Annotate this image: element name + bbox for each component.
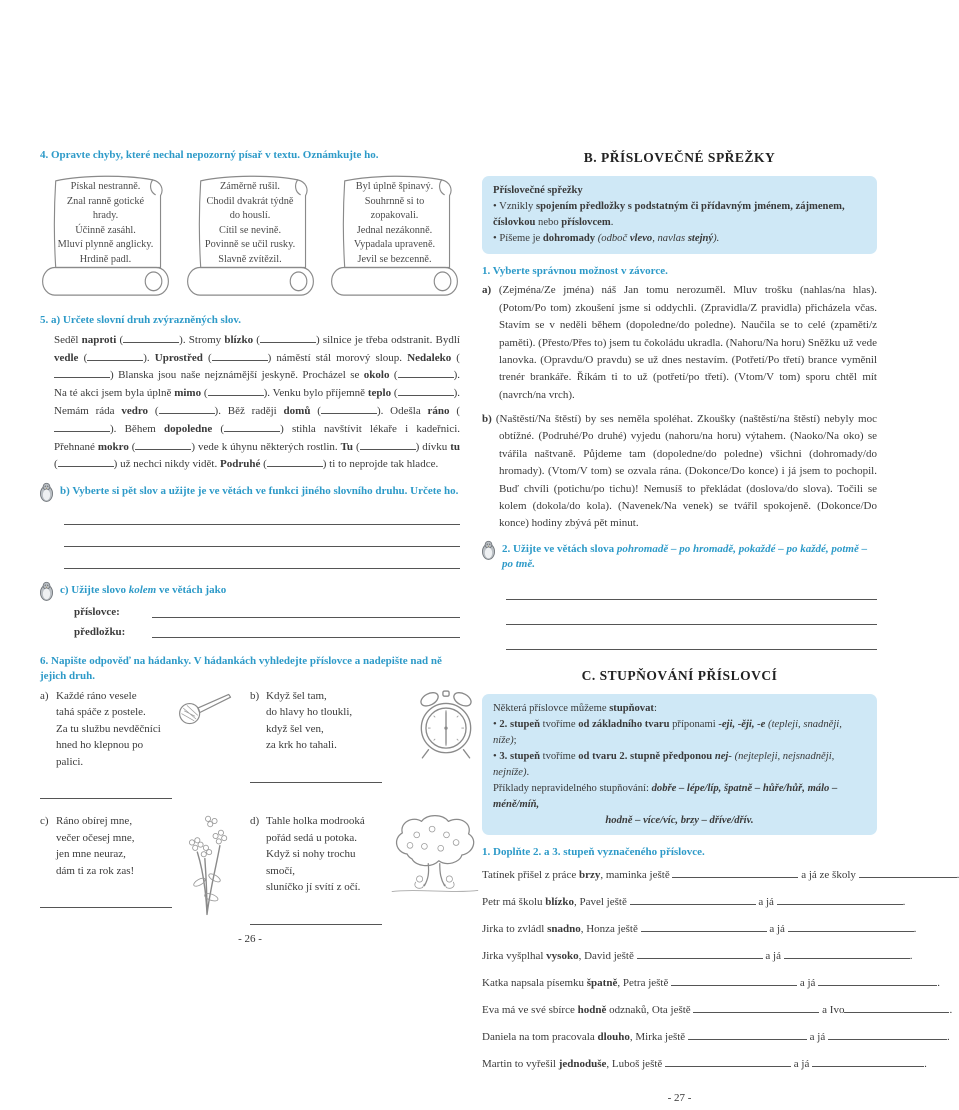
fill-in-row: Katka napsala písemku špatně, Petra ještě a já . (482, 977, 940, 990)
exercise-6 (40, 654, 460, 925)
scroll-line: Pískal nestranně. (70, 181, 141, 193)
riddle-line: za krk ho tahali. (266, 739, 337, 752)
exercise-5c-heading: c) Užijte slovo kolem ve větách jako (60, 584, 227, 597)
scroll-line: Hrdině padl. (79, 254, 132, 266)
exercise-2 (502, 542, 877, 651)
exercise-5a-text: Seděl naproti ( ). Stromy blízko ( ) silnice je třeba odstranit. Bydlí vedle ( ). Uprostřed ( ) náměstí stál morový sloup. Nedaleko () Blanska jsou naše nejznámější jeskyně. Procházel se okolo ( ). Na té akci jsem byla úplně mimo ( ). Venku bylo příjemně teplo ( ). Nemám ráda vedro ( ). Běž raději domů ( ). Odešla ráno (). Během dopoledne ( ) stihla navštívit lékaře i kadeřnici. Přehnané mokro ( ) vede k úhynu některých rostlin. Tu ( ) dívku tu ( ) už nechci nikdy vidět. Podruhé ( ) ti to neprojde tak hladce. (54, 333, 461, 471)
fill-in-row: Martin to vyřešil jednoduše, Luboš ještě a já . (482, 1058, 927, 1070)
preposition-answer-row (74, 622, 460, 638)
writing-line (506, 575, 877, 600)
riddle-line: dám ti za rok zas! (56, 864, 135, 877)
riddle-letter: a) (40, 689, 49, 702)
riddle-line: když šel ven, (266, 722, 324, 735)
writing-line (506, 600, 877, 625)
riddle-letter: c) (40, 815, 49, 828)
scroll-line: Účinně zasáhl. (75, 224, 136, 236)
apple-tree-illustration-icon (386, 813, 482, 897)
tack-illustration-icon (176, 688, 236, 730)
scroll-line: zopakovali. (370, 210, 419, 222)
scroll-line: Jednal nezákonně. (356, 224, 433, 236)
alarm-clock-illustration-icon (410, 688, 482, 762)
riddle-line: Tahle holka modrooká (266, 815, 365, 828)
scrolls-row (40, 171, 460, 303)
adverb-answer-row (74, 602, 460, 618)
riddle-line: Ráno obírej mne, (56, 815, 133, 828)
riddle-line: sluníčko jí svítí z očí. (266, 881, 361, 894)
riddle-grid (40, 688, 460, 925)
penguin-icon (39, 482, 54, 502)
scroll-note-1 (40, 171, 171, 303)
riddle-a (40, 688, 236, 800)
info-box-title: Příslovečné spřežky (493, 185, 583, 196)
riddle-c (40, 813, 236, 925)
riddle-line: Každé ráno vesele (56, 689, 137, 702)
writing-line (64, 503, 460, 525)
scroll-line: Chodil dvakrát týdně (206, 195, 294, 207)
writing-line (152, 622, 460, 638)
fill-in-row: Daniela na tom pracovala dlouho, Mirka ještě a já . (482, 1031, 950, 1044)
fill-in-row: Tatínek přišel z práce brzy, maminka ještě a já ze školy (482, 868, 877, 884)
info-bullet: • 3. stupeň tvoříme od tvaru 2. stupně předponou nej- (nejtepleji, nejsnadněji, nejníže). (493, 751, 835, 778)
writing-line (152, 602, 460, 618)
scroll-note-3 (329, 171, 460, 303)
riddle-line: do hlavy ho tloukli, (266, 706, 353, 719)
riddle-b (250, 688, 482, 800)
flowering-plant-illustration-icon (178, 813, 236, 917)
info-intro: Některá příslovce můžeme stupňovat: (493, 703, 657, 715)
riddle-line: Když si nohy trochu smočí, (266, 848, 356, 877)
fill-in-row: Jirka vyšplhal vysoko, David ještě a já . (482, 950, 913, 963)
page-left (40, 148, 461, 945)
scroll-line: Mluví plynně anglicky. (57, 239, 154, 251)
riddle-letter: b) (250, 689, 260, 702)
riddle-answer-line (250, 904, 382, 925)
scroll-line: Záměrně rušil. (219, 181, 281, 193)
riddle-line: večer očesej mne, (56, 831, 135, 844)
riddle-line: hned ho klepnou po palici. (56, 739, 144, 768)
riddle-answer-line (40, 778, 172, 799)
scroll-line: Souhrnně si to (364, 195, 425, 207)
scroll-line: Vypadala upraveně. (353, 239, 436, 251)
info-bullet: • 2. stupeň tvoříme od základního tvaru příponami -eji, -ěji, -e (tepleji, snadněji, níže); (493, 719, 842, 747)
penguin-icon (481, 540, 496, 560)
info-bullet: • Vznikly spojením předložky s podstatným či přídavným jménem, zájmenem, číslovkou nebo příslovcem. (493, 200, 845, 228)
exercise-1b-text: b) (Naštěstí/Na štěstí) by ses neměla spoléhat. Zkoušky (naštěstí/na štěstí) nebyly moc obtížné. (Podruhé/Po druhé) vyjedu (nahoru/na horu) výtahem. (Naoko/Na oko) se tvářila naštvaně. Půjdeme tam (dopoledne/do poledne) všichni (dohromady/do hromady). (Vtom/V tom) se ozvala rána. (Dokonce/Do konce) i já jsem to pochopil. Buď chvíli (potichu/po tichu)! Nemusíš to překládat (doslova/do slova). Točili se kolem (dokola/do kola). (Navenek/Na venek) se tvářil spokojeně. (Dokonce/Do konce) hodiny zbývá pět minut. (482, 413, 877, 530)
riddle-line: Za tu službu nevděčníci (56, 722, 161, 735)
exercise-4-heading: 4. Opravte chyby, které nechal nepozorný písař v textu. Oznámkujte ho. (40, 149, 379, 161)
scroll-line: Cítil se nevině. (218, 224, 282, 236)
riddle-line: jen mne neuraz, (56, 848, 126, 861)
writing-line (64, 547, 460, 569)
exercise-1-heading: 1. Vyberte správnou možnost v závorce. (482, 264, 668, 277)
exercise-5b (60, 484, 460, 569)
exercise-1a-text: a) (Zejména/Ze jména) náš Jan tomu nerozuměl. Mluv trošku (nahlas/na hlas). (Potom/Po tom) zkoušení jsme si oddychli. (Zpravidla/Z pravidla) přicházela včas. Stavím se v neděli během (dopoledne/do poledne). Naučila se to celé (zpaměti/z paměti). (Přesto/Přes to) jsem tu čokoládu ukradla. (Nahoru/Na horu) Sněžku už vede lanovka. (Opravdu/O pravdu) se už dnes nestavím. (Potřetí/Po třetí) brance vyměnil trenér brankáře. Říkám ti to už (potřetí/po třetí). (Vtom/V tom) sporu chtěl mít (navrch/na vrch). (482, 284, 877, 401)
scroll-line: Byl úplně špinavý. (355, 181, 434, 193)
riddle-letter: d) (250, 815, 260, 828)
preposition-label: předložku: (74, 625, 126, 638)
page-right (482, 148, 953, 1104)
riddle-line: pořád sedá u potoka. (266, 831, 358, 844)
exercise-5a-heading: 5. a) Určete slovní druh zvýrazněných slov. (40, 313, 242, 326)
info-box-sprezky (482, 176, 877, 254)
section-c-title: C. STUPŇOVÁNÍ PŘÍSLOVCÍ (581, 668, 778, 684)
section-b-title: B. PŘÍSLOVEČNÉ SPŘEŽKY (583, 150, 776, 165)
exercise-6-heading: 6. Napište odpověď na hádanky. V hádankách vyhledejte příslovce a nadepište nad ně jejich druh. (40, 654, 442, 682)
info-examples: Příklady nepravidelného stupňování: dobře – lépe/líp, špatně – hůře/hůř, málo – méně/míň, (493, 782, 838, 810)
riddle-line: Když šel tam, (266, 689, 327, 702)
info-bullet: • Píšeme je dohromady (odboč vlevo, navlas stejný). (493, 232, 720, 244)
page-number-right: - 27 - (667, 1091, 692, 1104)
riddle-answer-line (250, 762, 382, 783)
fill-in-row: Eva má ve své sbírce hodně odznaků, Ota ještě a Ivo . (482, 1004, 953, 1017)
riddle-d (250, 813, 482, 925)
info-box-stupnovani (482, 694, 877, 835)
writing-line (64, 525, 460, 547)
exercise-5c (60, 583, 460, 642)
page-number-left: - 26 - (238, 932, 262, 945)
scroll-line: Jevil se bezcenně. (357, 254, 432, 266)
riddle-line: tahá spáče z postele. (56, 706, 146, 719)
riddle-answer-line (40, 887, 172, 908)
scroll-line: hrady. (92, 210, 119, 222)
exercise-2-heading: 2. Užijte ve větách slova pohromadě – po hromadě, pokaždé – po každé, potmě – po tmě. (502, 542, 868, 570)
scroll-line: Slavně zvítězil. (218, 254, 282, 266)
scroll-line: do houslí. (229, 210, 271, 222)
adverb-label: příslovce: (74, 605, 120, 618)
info-examples: hodně – více/víc, brzy – dříve/dřív. (605, 814, 754, 826)
exercise-5b-heading: b) Vyberte si pět slov a užijte je ve větách ve funkci jiného slovního druhu. Určete ho. (60, 485, 459, 498)
scroll-line: Znal ranně gotické (66, 195, 145, 207)
scroll-note-2 (185, 171, 316, 303)
writing-line (506, 625, 877, 650)
exercise-1c-rows (482, 868, 953, 1084)
penguin-icon (39, 581, 54, 601)
fill-in-row: Jirka to zvládl snadno, Honza ještě a já . (482, 923, 917, 936)
fill-in-row: Petr má školu blízko, Pavel ještě a já . (482, 896, 906, 909)
exercise-1c-heading: 1. Doplňte 2. a 3. stupeň vyznačeného příslovce. (482, 846, 705, 859)
scroll-line: Povinně se učil rusky. (204, 239, 296, 251)
